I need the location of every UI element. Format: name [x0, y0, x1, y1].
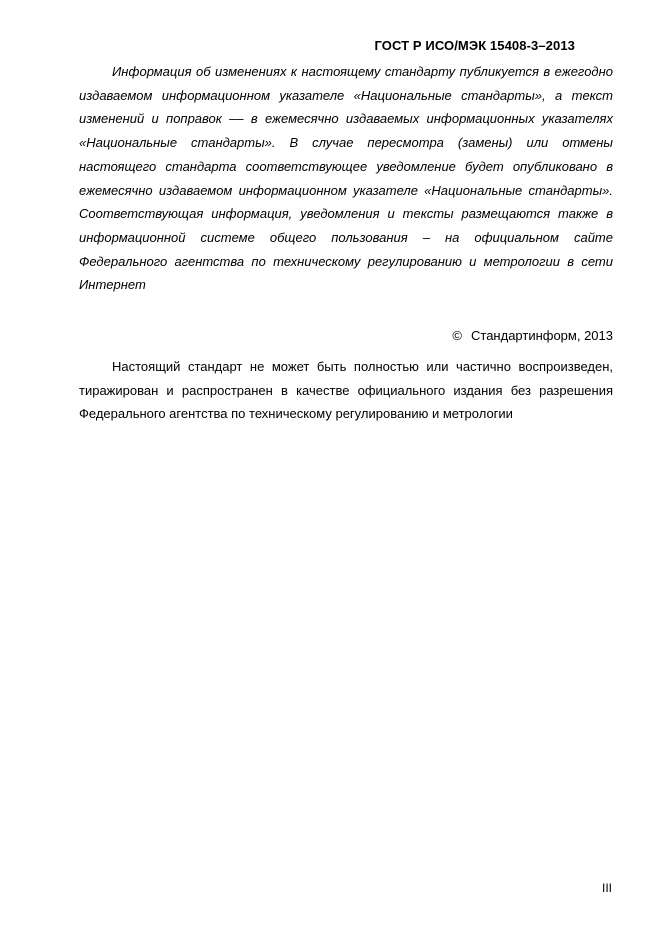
amendments-notice-paragraph: Информация об изменениях к настоящему стандарту публикуется в ежегодно издаваемом информационном указателе «Национальные стандарты», а текст изменений и поправок –– в ежемесячно издаваемых информационных указателях «Национальные стандарты». В случае пересмотра (замены) или отмены настоящего стандарта соответствующее уведомление будет опубликовано в ежемесячно издаваемом информационном указателе «Национальные стандарты». Соответствующая информация, уведомления и тексты размещаются также в информационной системе общего пользования – на официальном сайте Федерального агентства по техническому регулированию и метрологии в сети Интернет: [79, 64, 613, 293]
copyright-text: Стандартинформ, 2013: [471, 328, 613, 343]
page-number: III: [601, 881, 612, 895]
document-code-header: ГОСТ Р ИСО/МЭК 15408-3–2013: [374, 38, 575, 53]
reproduction-notice-paragraph: Настоящий стандарт не может быть полностью или частично воспроизведен, тиражирован и распространен в качестве официального издания без разрешения Федерального агентства по техническому регулированию и метрологии: [79, 359, 613, 422]
copyright-symbol: ©: [452, 328, 462, 343]
copyright-line: [452, 327, 613, 345]
